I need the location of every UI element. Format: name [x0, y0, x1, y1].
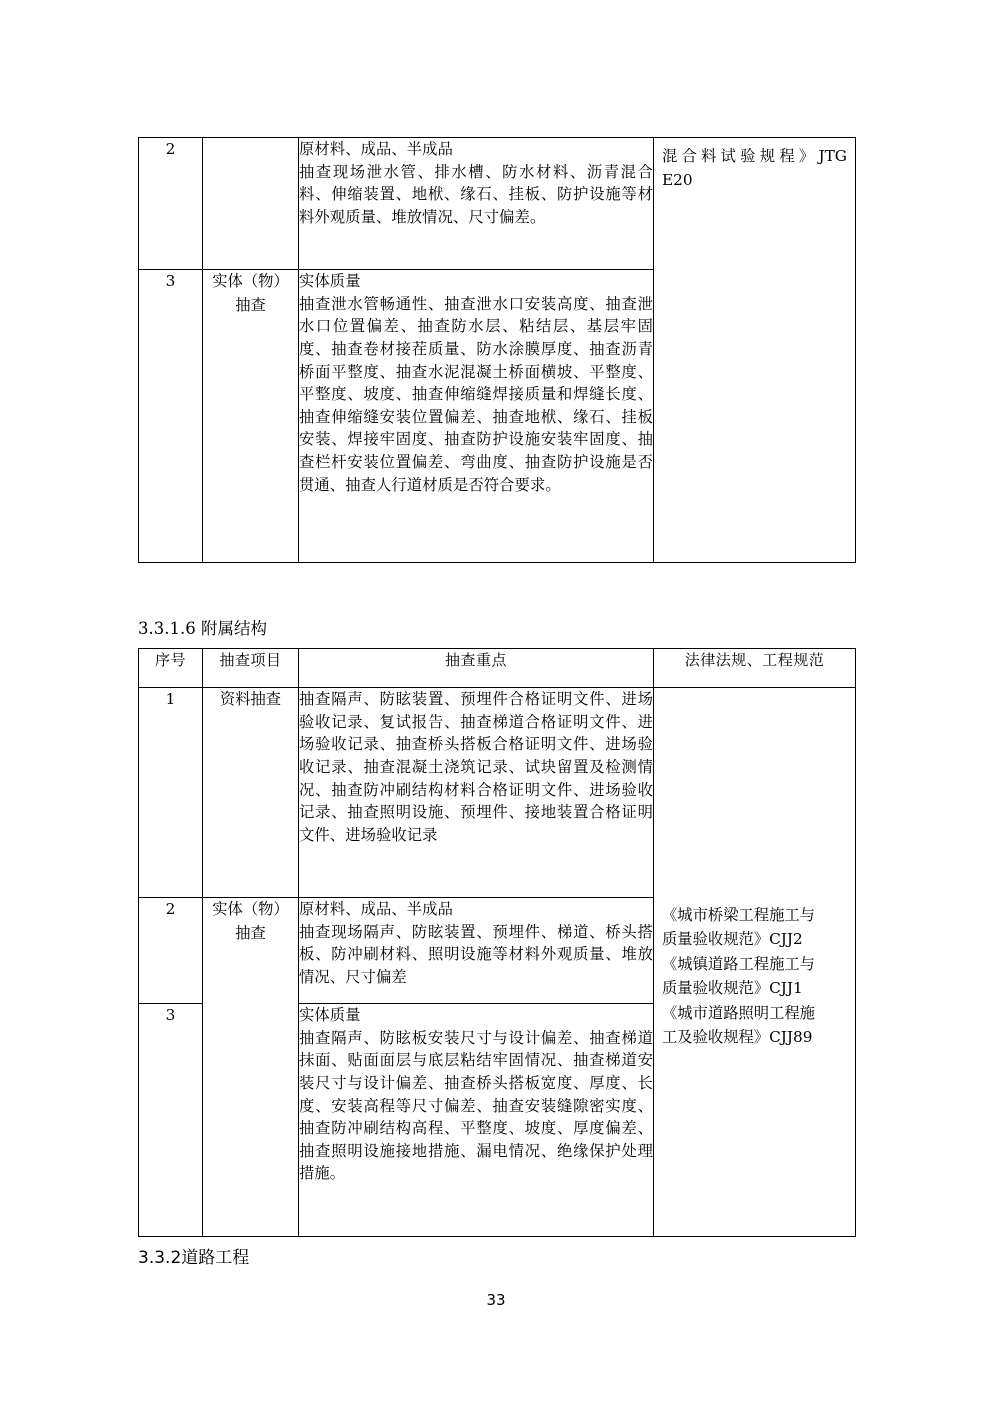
row-number-cell: 3 — [139, 270, 203, 563]
section-heading-3-3-1-6: 3.3.1.6 附属结构 — [138, 619, 267, 638]
inspection-focus-cell — [299, 1004, 654, 1237]
inspection-item-cell-empty — [203, 138, 299, 270]
section-heading-3-3-2: 3.3.2道路工程 — [138, 1248, 250, 1268]
inspection-item-cell — [203, 898, 299, 1237]
focus-body: 抽查现场泄水管、排水槽、防水材料、沥青混合料、伸缩装置、地栿、缘石、挂板、防护设施等材料外观质量、堆放情况、尺寸偏差。 — [299, 162, 653, 226]
regulation-line: 工及验收规程》CJJ89 — [662, 1028, 813, 1047]
inspection-item-label: 资料抽查 — [219, 690, 282, 708]
focus-body: 抽查泄水管畅通性、抽查泄水口安装高度、抽查泄水口位置偏差、抽查防水层、粘结层、基层牢固度、抽查卷材接茬质量、防水涂膜厚度、抽查沥青桥面平整度、抽查水泥混凝土桥面横坡、平整度、平整度、坡度、抽查伸缩缝焊接质量和焊缝长度、抽查伸缩缝安装位置偏差、抽查地栿、缘石、挂板安装、焊接牢固度、抽查防护设施安装牢固度、抽查栏杆安装位置偏差、弯曲度、抽查防护设施是否贯通、抽查人行道材质是否符合要求。 — [299, 294, 653, 494]
regulation-line: 质量验收规范》CJJ1 — [662, 979, 803, 998]
focus-body: 抽查现场隔声、防眩装置、预埋件、梯道、桥头搭板、防冲刷材料、照明设施等材料外观质量、堆放情况、尺寸偏差 — [299, 922, 653, 986]
inspection-focus-cell — [299, 688, 654, 898]
column-header-focus: 抽查重点 — [299, 649, 654, 688]
regulation-line: 《城市桥梁工程施工与 — [662, 906, 815, 924]
inspection-item-label: 实体（物）抽查 — [212, 900, 289, 942]
table-header-row — [139, 649, 856, 688]
focus-body: 抽查隔声、防眩板安装尺寸与设计偏差、抽查梯道抹面、贴面面层与底层粘结牢固情况、抽查梯道安装尺寸与设计偏差、抽查桥头搭板宽度、厚度、长度、安装高程等尺寸偏差、抽查安装缝隙密实度、抽查防冲刷结构高程、平整度、坡度、厚度偏差、抽查照明设施接地措施、漏电情况、绝缘保护处理措施。 — [299, 1028, 653, 1183]
row-number-cell: 2 — [139, 138, 203, 270]
row-number-cell: 3 — [139, 1004, 203, 1237]
table-row — [139, 688, 856, 898]
column-header-regulation: 法律法规、工程规范 — [654, 649, 856, 688]
focus-title: 实体质量 — [299, 1006, 361, 1024]
inspection-item-cell — [203, 270, 299, 563]
inspection-focus-cell — [299, 138, 654, 270]
regulation-line: 质量验收规范》CJJ2 — [662, 930, 803, 949]
table-attachment-structure — [138, 648, 856, 1237]
row-number-cell: 2 — [139, 898, 203, 1004]
inspection-focus-cell — [299, 898, 654, 1004]
focus-body: 抽查隔声、防眩装置、预埋件合格证明文件、进场验收记录、复试报告、抽查梯道合格证明文件、进场验收记录、抽查桥头搭板合格证明文件、进场验收记录、抽查混凝土浇筑记录、试块留置及检测情况、抽查防冲刷结构材料合格证明文件、进场验收记录、抽查照明设施、预埋件、接地装置合格证明文件、进场验收记录 — [299, 690, 653, 844]
regulation-list — [654, 688, 855, 1056]
focus-title: 实体质量 — [299, 272, 361, 290]
row-number-cell: 1 — [139, 688, 203, 898]
inspection-item-label: 实体（物）抽查 — [212, 272, 289, 314]
page-number: 33 — [486, 1291, 506, 1309]
table-row — [139, 138, 856, 270]
focus-title: 原材料、成品、半成品 — [299, 900, 453, 918]
column-header-no: 序号 — [139, 649, 203, 688]
regulation-cell — [654, 138, 856, 563]
table-bridge-deck-continued — [138, 137, 856, 563]
column-header-item: 抽查项目 — [203, 649, 299, 688]
focus-title: 原材料、成品、半成品 — [299, 140, 453, 158]
regulation-line: 《城镇道路工程施工与 — [662, 954, 815, 973]
inspection-focus-cell — [299, 270, 654, 563]
regulation-line: 《城市道路照明工程施 — [662, 1003, 815, 1022]
inspection-item-cell — [203, 688, 299, 898]
regulation-text: 混合料试验规程》JTG E20 — [662, 147, 847, 190]
regulation-cell — [654, 688, 856, 1237]
